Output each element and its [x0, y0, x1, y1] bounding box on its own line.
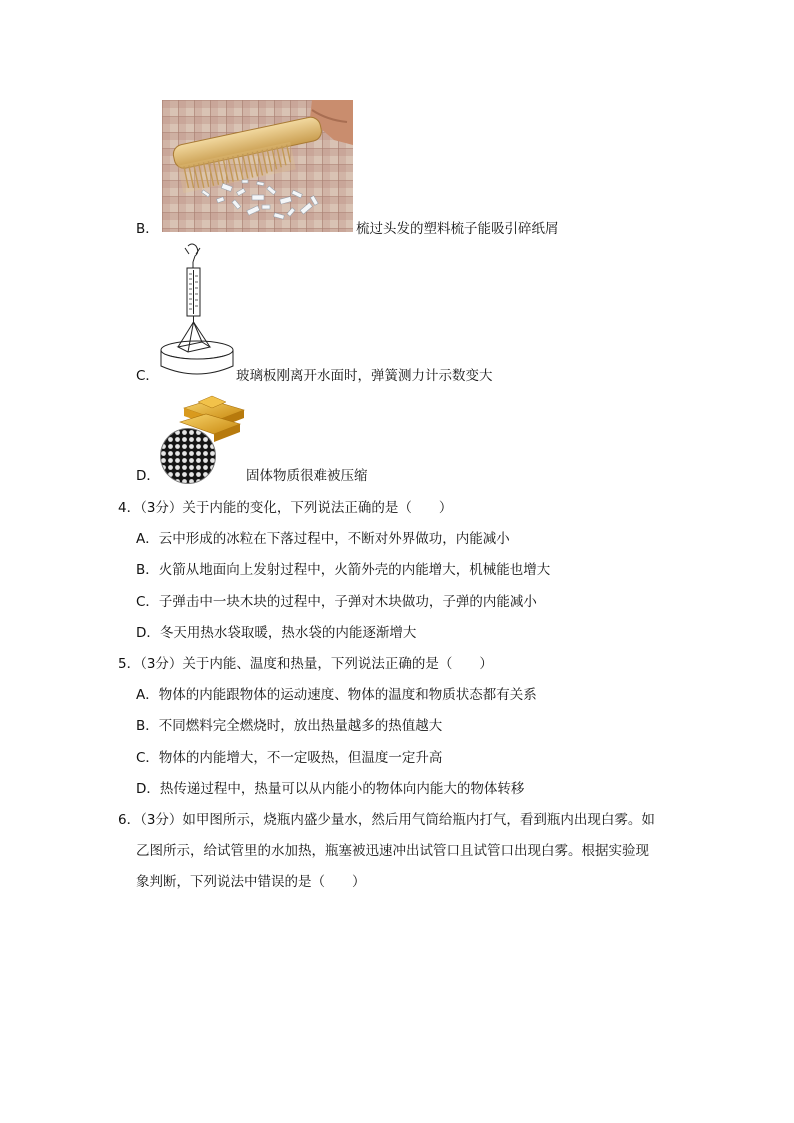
q4-stem: 4．（3分）关于内能的变化，下列说法正确的是（ ）	[118, 500, 453, 516]
option-text-b: 梳过头发的塑料梳子能吸引碎纸屑	[356, 221, 559, 237]
comb-paper-photo	[162, 100, 353, 232]
q5-stem: 5．（3分）关于内能、温度和热量，下列说法正确的是（ ）	[118, 656, 493, 672]
q5-option-d: D．热传递过程中，热量可以从内能小的物体向内能大的物体转移	[136, 781, 525, 797]
q4-option-d: D．冬天用热水袋取暖，热水袋的内能逐渐增大	[136, 625, 417, 641]
q4-option-a: A．云中形成的冰粒在下落过程中，不断对外界做功，内能减小	[136, 531, 510, 547]
q5-option-b: B．不同燃料完全燃烧时，放出热量越多的热值越大	[136, 718, 443, 734]
q5-option-a: A．物体的内能跟物体的运动速度、物体的温度和物质状态都有关系	[136, 687, 537, 703]
option-letter-d: D．	[136, 468, 160, 484]
q4-option-b: B．火箭从地面向上发射过程中，火箭外壳的内能增大，机械能也增大	[136, 562, 551, 578]
q4-option-c: C．子弹击中一块木块的过程中，子弹对木块做功，子弹的内能减小	[136, 594, 537, 610]
option-text-d: 固体物质很难被压缩	[246, 468, 368, 484]
q6-line-2: 乙图所示，给试管里的水加热，瓶塞被迅速冲出试管口且试管口出现白雾。根据实验现	[136, 843, 649, 859]
option-letter-b: B．	[136, 221, 159, 237]
option-text-c: 玻璃板刚离开水面时，弹簧测力计示数变大	[236, 368, 493, 384]
q6-line-1: 6．（3分）如甲图所示，烧瓶内盛少量水，然后用气筒给瓶内打气，看到瓶内出现白雾。如	[118, 812, 655, 828]
q5-option-c: C．物体的内能增大，不一定吸热，但温度一定升高	[136, 750, 443, 766]
solid-molecules-image	[160, 394, 246, 484]
spring-scale-diagram	[160, 242, 235, 382]
option-letter-c: C．	[136, 368, 159, 384]
q6-line-3: 象判断，下列说法中错误的是（ ）	[136, 874, 366, 890]
